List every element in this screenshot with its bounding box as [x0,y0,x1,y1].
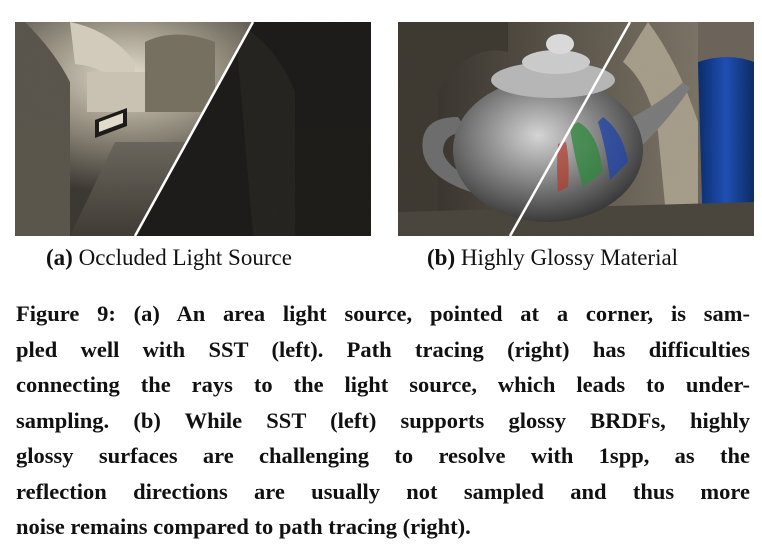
caption-line: connecting the rays to the light source, which leads to under- [16,372,750,397]
subcaption-b [427,245,678,271]
caption-line: glossy surfaces are challenging to resolve with 1spp, as the [16,443,750,468]
subcaption-b-tag: (b) [427,245,456,270]
occluded-light-source-image [15,22,371,236]
subcaption-a-label: Occluded Light Source [78,245,292,270]
subcaption-b-label: Highly Glossy Material [460,245,679,270]
caption-line: Figure 9: (a) An area light source, pointed at a corner, is sam- [16,301,750,326]
caption-line: sampling. (b) While SST (left) supports glossy BRDFs, highly [16,407,750,433]
highly-glossy-material-image [398,22,754,236]
caption-line: noise remains compared to path tracing (right). [16,514,471,539]
glossy-teapot-render [398,22,754,236]
subcaption-a-tag: (a) [46,245,73,270]
figure-caption [16,296,750,545]
caption-line: reflection directions are usually not sampled and thus more [16,478,750,504]
subcaption-a [46,245,292,271]
caption-line: pled well with SST (left). Path tracing (right) has difficulties [16,336,750,362]
occluded-corridor-render [15,22,371,236]
